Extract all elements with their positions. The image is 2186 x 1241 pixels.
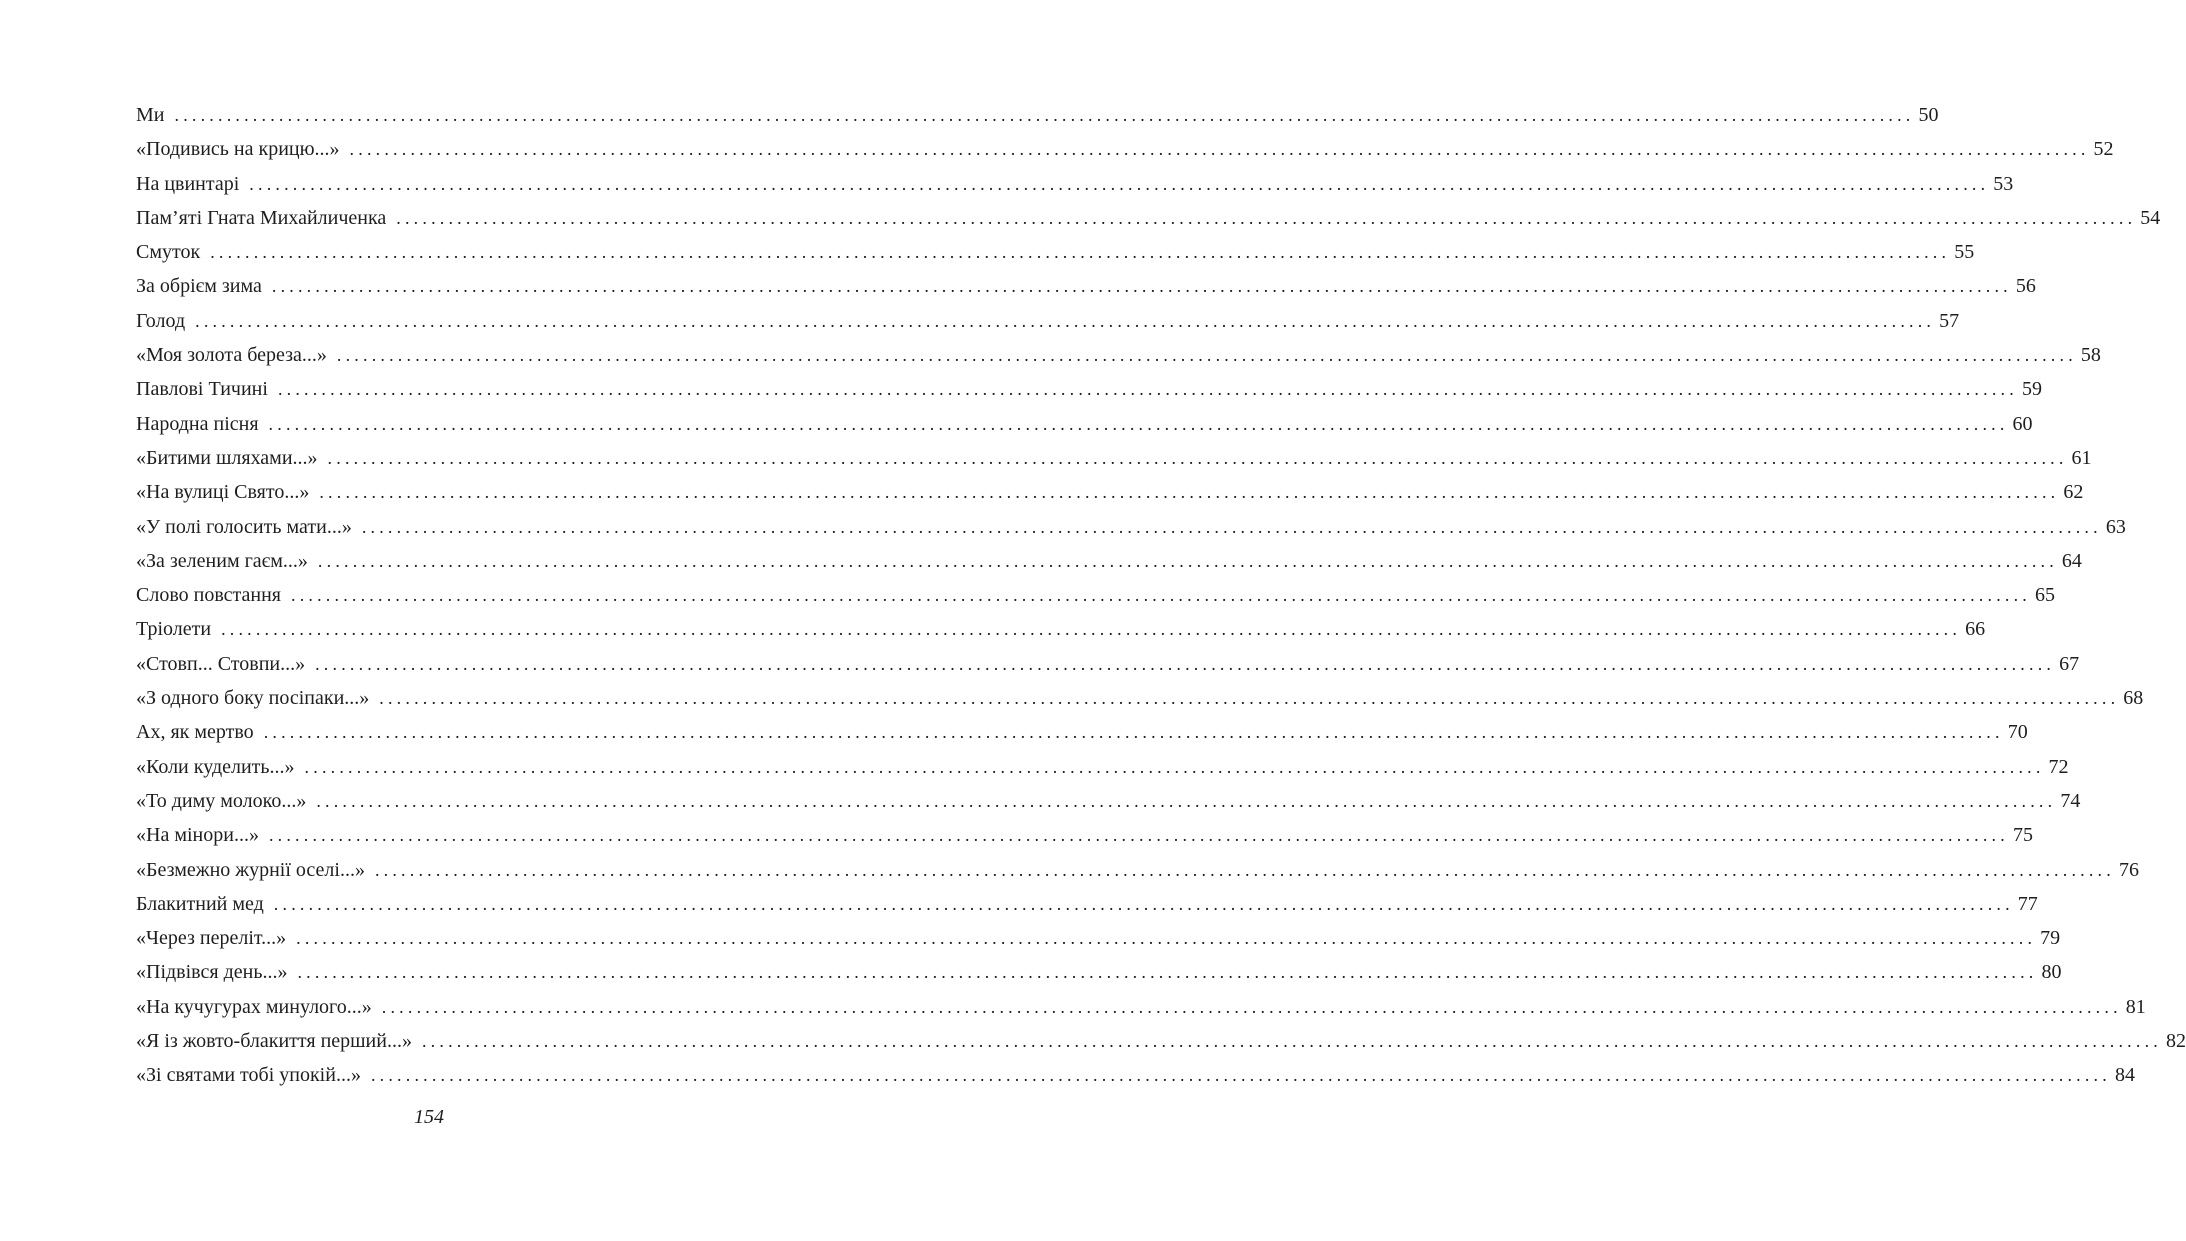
toc-entry-page: 53 [1993, 172, 2014, 195]
toc-entry [136, 1058, 2135, 1092]
toc-entry-title: Пам’яті Гната Михайличенка [136, 206, 387, 229]
dot-leader: ........................................................................................................................................................................................................ [277, 379, 2018, 400]
toc-entry-title: «Зі святами тобі упокій...» [136, 1064, 361, 1087]
toc-entry [136, 612, 1986, 646]
dot-leader: ........................................................................................................................................................................................................ [379, 688, 2120, 709]
toc-entry-title: «Стовп... Стовпи...» [136, 652, 306, 675]
toc-entry-page: 84 [2114, 1064, 2135, 1087]
dot-leader: ........................................................................................................................................................................................................ [291, 585, 2031, 606]
dot-leader: ........................................................................................................................................................................................................ [349, 139, 2090, 160]
dot-leader: ........................................................................................................................................................................................................ [327, 447, 2068, 468]
dot-leader: ........................................................................................................................................................................................................ [195, 310, 1936, 331]
toc-entry-title: Блакитний мед [136, 892, 264, 915]
toc-entry-page: 54 [2140, 206, 2161, 229]
toc-entry-page: 82 [2165, 1030, 2186, 1053]
dot-leader: ........................................................................................................................................................................................................ [273, 893, 2014, 914]
toc-entry-page: 72 [2048, 755, 2069, 778]
dot-leader: ........................................................................................................................................................................................................ [174, 105, 1915, 125]
toc-entry-page: 74 [2060, 789, 2081, 812]
dot-leader: ........................................................................................................................................................................................................ [316, 790, 2057, 811]
dot-leader: ........................................................................................................................................................................................................ [268, 825, 2009, 846]
dot-leader: ........................................................................................................................................................................................................ [315, 653, 2056, 674]
toc-entry-title: «За зеленим гаєм...» [136, 549, 308, 572]
toc-entry [136, 132, 2114, 166]
toc-entry [136, 510, 2126, 544]
dot-leader: ........................................................................................................................................................................................................ [263, 722, 2004, 743]
toc-entry-title: За обрієм зима [136, 275, 262, 298]
toc-entry-page: 76 [2118, 858, 2139, 881]
dot-leader: ........................................................................................................................................................................................................ [381, 996, 2122, 1017]
dot-leader: ........................................................................................................................................................................................................ [317, 550, 2058, 571]
toc-entry-title: «Через переліт...» [136, 927, 287, 950]
toc-entry-title: Слово повстання [136, 584, 281, 607]
dot-leader: ........................................................................................................................................................................................................ [221, 619, 1962, 640]
toc-entry [136, 784, 2081, 818]
toc-entry-page: 66 [1965, 618, 1986, 641]
toc-entry-title: На цвинтарі [136, 172, 240, 195]
dot-leader: ........................................................................................................................................................................................................ [268, 413, 2009, 434]
toc-entry [136, 372, 2042, 406]
toc-entry-page: 70 [2007, 721, 2028, 744]
toc-entry-page: 62 [2063, 481, 2084, 504]
toc-entry [136, 818, 2033, 852]
toc-entry-page: 64 [2061, 549, 2082, 572]
toc-entry-page: 60 [2012, 412, 2033, 435]
toc-entry-page: 58 [2080, 344, 2101, 367]
toc-entry [136, 887, 2038, 921]
dot-leader: ........................................................................................................................................................................................................ [336, 345, 2077, 366]
toc-entry-title: «На вулиці Свято...» [136, 481, 310, 504]
toc-entry-title: Смуток [136, 241, 201, 264]
toc-entry-title: «Я із жовто-блакиття перший...» [136, 1030, 412, 1053]
dot-leader: ........................................................................................................................................................................................................ [421, 1031, 2162, 1052]
toc-entry-page: 63 [2105, 515, 2126, 538]
dot-leader: ........................................................................................................................................................................................................ [370, 1065, 2111, 1086]
toc-entry-title: «Коли куделить...» [136, 755, 295, 778]
toc-entry-page: 55 [1954, 241, 1975, 264]
toc-entry-title: Голод [136, 309, 186, 332]
toc-entry-page: 59 [2021, 378, 2042, 401]
toc-entry [136, 338, 2101, 372]
toc-entry [136, 98, 1939, 132]
toc-entry [136, 201, 2161, 235]
toc-entry [136, 681, 2144, 715]
toc-entry-page: 50 [1918, 104, 1939, 126]
dot-leader: ........................................................................................................................................................................................................ [297, 962, 2038, 983]
toc-entry [136, 441, 2092, 475]
toc-entry-title: «Моя золота береза...» [136, 344, 327, 367]
toc-entry-title: «Безмежно журнії оселі...» [136, 858, 365, 881]
toc-entry-title: «З одного боку посіпаки...» [136, 687, 370, 710]
page-number: 154 [414, 1106, 444, 1128]
toc-entry [136, 304, 1960, 338]
toc-entry-page: 75 [2012, 824, 2033, 847]
toc-entry [136, 475, 2084, 509]
toc-entry-title: «На мінори...» [136, 824, 259, 847]
toc-entry-title: Тріолети [136, 618, 212, 641]
toc-entry-title: Ми [136, 104, 165, 126]
dot-leader: ........................................................................................................................................................................................................ [249, 173, 1990, 194]
toc-entry-title: «У полі голосить мати...» [136, 515, 352, 538]
toc-entry-title: Народна пісня [136, 412, 259, 435]
dot-leader: ........................................................................................................................................................................................................ [396, 207, 2137, 228]
toc-entry [136, 647, 2080, 681]
toc-entry-title: «Підвівся день...» [136, 961, 288, 984]
toc-entry [136, 955, 2062, 989]
toc-entry-page: 56 [2015, 275, 2036, 298]
toc-entry-page: 80 [2041, 961, 2062, 984]
toc-entry-title: Ах, як мертво [136, 721, 254, 744]
toc-entry [136, 921, 2061, 955]
dot-leader: ........................................................................................................................................................................................................ [304, 756, 2045, 777]
toc-entry-page: 57 [1939, 309, 1960, 332]
toc-entry [136, 269, 2036, 303]
toc-entry [136, 1024, 2186, 1058]
toc-entry-title: «Подивись на крицю...» [136, 138, 340, 161]
dot-leader: ........................................................................................................................................................................................................ [361, 516, 2102, 537]
toc-entry-title: «На кучугурах минулого...» [136, 995, 372, 1018]
toc-entry-page: 65 [2035, 584, 2055, 607]
toc-entry [136, 750, 2069, 784]
toc-entry [136, 853, 2139, 887]
dot-leader: ........................................................................................................................................................................................................ [296, 928, 2037, 949]
toc-entry-page: 67 [2059, 652, 2080, 675]
toc-entry [136, 407, 2033, 441]
dot-leader: ........................................................................................................................................................................................................ [271, 276, 2012, 297]
dot-leader: ........................................................................................................................................................................................................ [319, 482, 2060, 503]
table-of-contents [136, 98, 2186, 1093]
toc-entry-title: «То диму молоко...» [136, 789, 307, 812]
dot-leader: ........................................................................................................................................................................................................ [374, 859, 2115, 880]
toc-entry-title: «Битими шляхами...» [136, 446, 318, 469]
toc-entry [136, 715, 2028, 749]
toc-entry-page: 61 [2071, 446, 2092, 469]
toc-entry-page: 68 [2123, 687, 2144, 710]
toc-entry-page: 77 [2017, 892, 2038, 915]
toc-entry-page: 52 [2093, 138, 2114, 161]
toc-entry [136, 578, 2055, 612]
dot-leader: ........................................................................................................................................................................................................ [210, 242, 1951, 263]
toc-entry [136, 544, 2082, 578]
toc-entry-page: 81 [2125, 995, 2146, 1018]
toc-entry [136, 990, 2146, 1024]
toc-entry-page: 79 [2040, 927, 2061, 950]
toc-entry [136, 167, 2014, 201]
toc-entry-title: Павлові Тичині [136, 378, 268, 401]
toc-entry [136, 235, 1975, 269]
